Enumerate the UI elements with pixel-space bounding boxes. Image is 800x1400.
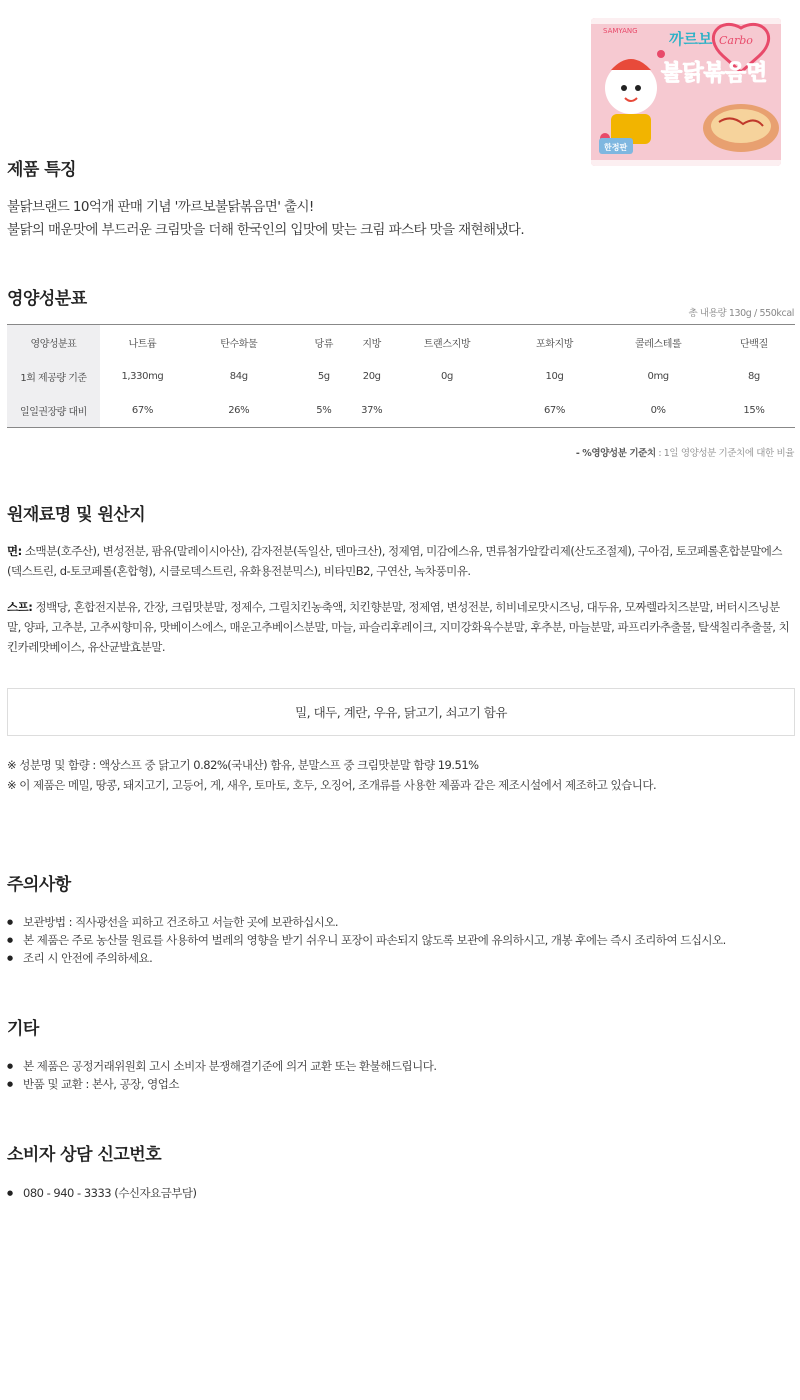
list-item: ● 본 제품은 주로 농산물 원료를 사용하여 벌레의 영향을 받기 쉬우니 포장이 파손되지 않도록 보관에 유의하시고, 개봉 후에는 즉시 조리하여 드십시오.	[7, 931, 792, 949]
table-header-cell: 영양성분표	[7, 325, 100, 359]
table-header-row	[7, 325, 795, 359]
features-line-1: 불닭브랜드 10억개 판매 기념 '까르보불닭볶음면' 출시!	[7, 199, 314, 215]
table-cell: 67%	[131, 404, 153, 416]
ingredient-note-1: ※ 성분명 및 함량 : 액상스프 중 닭고기 0.82%(국내산) 함유, 분말스프 중 크림맛분말 함량 19.51%	[7, 758, 479, 772]
noodle-text: 소맥분(호주산), 변성전분, 팜유(말레이시아산), 감자전분(독일산, 덴마크산), 정제염, 미감에스유, 면류첨가알칼리제(산도조절제), 구아검, 토코페롤혼합분말에스(덱스트린, d-토코페롤(혼합형), 시클로덱스트린, 유화용전분믹스), 비타민B2, 구연산, 녹차풍미유.	[7, 544, 782, 578]
contact-title: 소비자 상담 신고번호	[7, 1145, 162, 1165]
table-cell: 67%	[543, 404, 565, 416]
table-header-cell: 나트륨	[128, 338, 157, 350]
caution-list	[7, 913, 792, 967]
nutrition-footnote	[576, 445, 794, 459]
footnote-rest: : 1일 영양성분 기준치에 대한 비율	[655, 448, 794, 459]
table-cell: 0%	[650, 404, 666, 416]
limited-badge: 한정판	[604, 143, 628, 152]
product-name-en: Carbo	[719, 34, 753, 47]
table-cell: 5g	[317, 370, 330, 382]
table-header-cell: 트랜스지방	[423, 338, 471, 350]
allergy-box: 밀, 대두, 계란, 우유, 닭고기, 쇠고기 함유	[7, 688, 795, 736]
etc-list	[7, 1057, 792, 1093]
table-cell: 0mg	[647, 370, 669, 382]
table-row	[7, 393, 795, 427]
table-header-cell: 단백질	[740, 338, 768, 350]
table-cell: 15%	[743, 404, 765, 416]
etc-title: 기타	[7, 1019, 39, 1039]
noodle-label: 면:	[7, 544, 22, 558]
product-package-image	[591, 18, 781, 166]
soup-label: 스프:	[7, 600, 33, 614]
ingredient-note-2: ※ 이 제품은 메밀, 땅콩, 돼지고기, 고등어, 게, 새우, 토마토, 호두, 오징어, 조개류를 사용한 제품과 같은 제조시설에서 제조하고 있습니다.	[7, 778, 657, 792]
table-cell: 10g	[545, 370, 564, 382]
table-header-cell: 포화지방	[535, 338, 574, 350]
table-row-header: 일일권장량 대비	[7, 393, 100, 427]
brand-text: SAMYANG	[603, 27, 638, 35]
table-cell: 0g	[440, 370, 453, 382]
product-name-line1: 까르보	[669, 30, 713, 48]
table-cell: 1,330mg	[121, 370, 164, 382]
table-cell: 84g	[229, 370, 248, 382]
list-item: ● 본 제품은 공정거래위원회 고시 소비자 분쟁해결기준에 의거 교환 또는 환불해드립니다.	[7, 1057, 792, 1075]
features-title: 제품 특징	[7, 160, 77, 180]
table-header-cell: 지방	[362, 338, 381, 350]
list-item: ● 080 - 940 - 3333 (수신자요금부담)	[7, 1184, 792, 1202]
table-header-cell: 당류	[314, 338, 334, 350]
list-item: ● 보관방법 : 직사광선을 피하고 건조하고 서늘한 곳에 보관하십시오.	[7, 913, 792, 931]
table-cell: 26%	[228, 404, 250, 416]
table-cell: 8g	[747, 370, 760, 382]
ingredients-title: 원재료명 및 원산지	[7, 505, 146, 525]
table-cell: 5%	[316, 404, 332, 416]
nutrition-table	[7, 324, 795, 428]
table-header-cell: 콜레스테롤	[634, 338, 682, 350]
table-row-header: 1회 제공량 기준	[7, 359, 100, 393]
features-line-2: 불닭의 매운맛에 부드러운 크림맛을 더해 한국인의 입맛에 맞는 크림 파스타 맛을 재현해냈다.	[7, 222, 525, 238]
table-row	[7, 359, 795, 393]
list-item: ● 반품 및 교환 : 본사, 공장, 영업소	[7, 1075, 792, 1093]
nutrition-total: 총 내용량 130g / 550kcal	[688, 308, 794, 319]
noodle-ingredients	[7, 541, 792, 581]
soup-text: 정백당, 혼합전지분유, 간장, 크림맛분말, 정제수, 그릴치킨농축액, 치킨향분말, 정제염, 변성전분, 히비네로맛시즈닝, 대두유, 모짜렐라치즈분말, 버터시즈닝분말, 양파, 고추분, 고추씨향미유, 맛베이스에스, 매운고추베이스분말, 마늘, 파슬리후레이크, 지미강화육수분말, 후추분, 마늘분말, 파프리카추출물, 탈색칠리추출물, 치킨카레맛베이스, 유산균발효분말.	[7, 600, 790, 654]
soup-ingredients	[7, 597, 792, 657]
contact-list	[7, 1184, 792, 1202]
caution-title: 주의사항	[7, 875, 71, 895]
table-cell: 20g	[362, 370, 381, 382]
list-item: ● 조리 시 안전에 주의하세요.	[7, 949, 792, 967]
table-cell: 37%	[361, 404, 383, 416]
nutrition-title: 영양성분표	[7, 289, 87, 309]
product-name-line2: 불닭볶음면	[661, 61, 768, 86]
table-header-cell: 탄수화물	[220, 338, 258, 350]
footnote-bold: - %영양성분 기준치	[575, 448, 656, 459]
